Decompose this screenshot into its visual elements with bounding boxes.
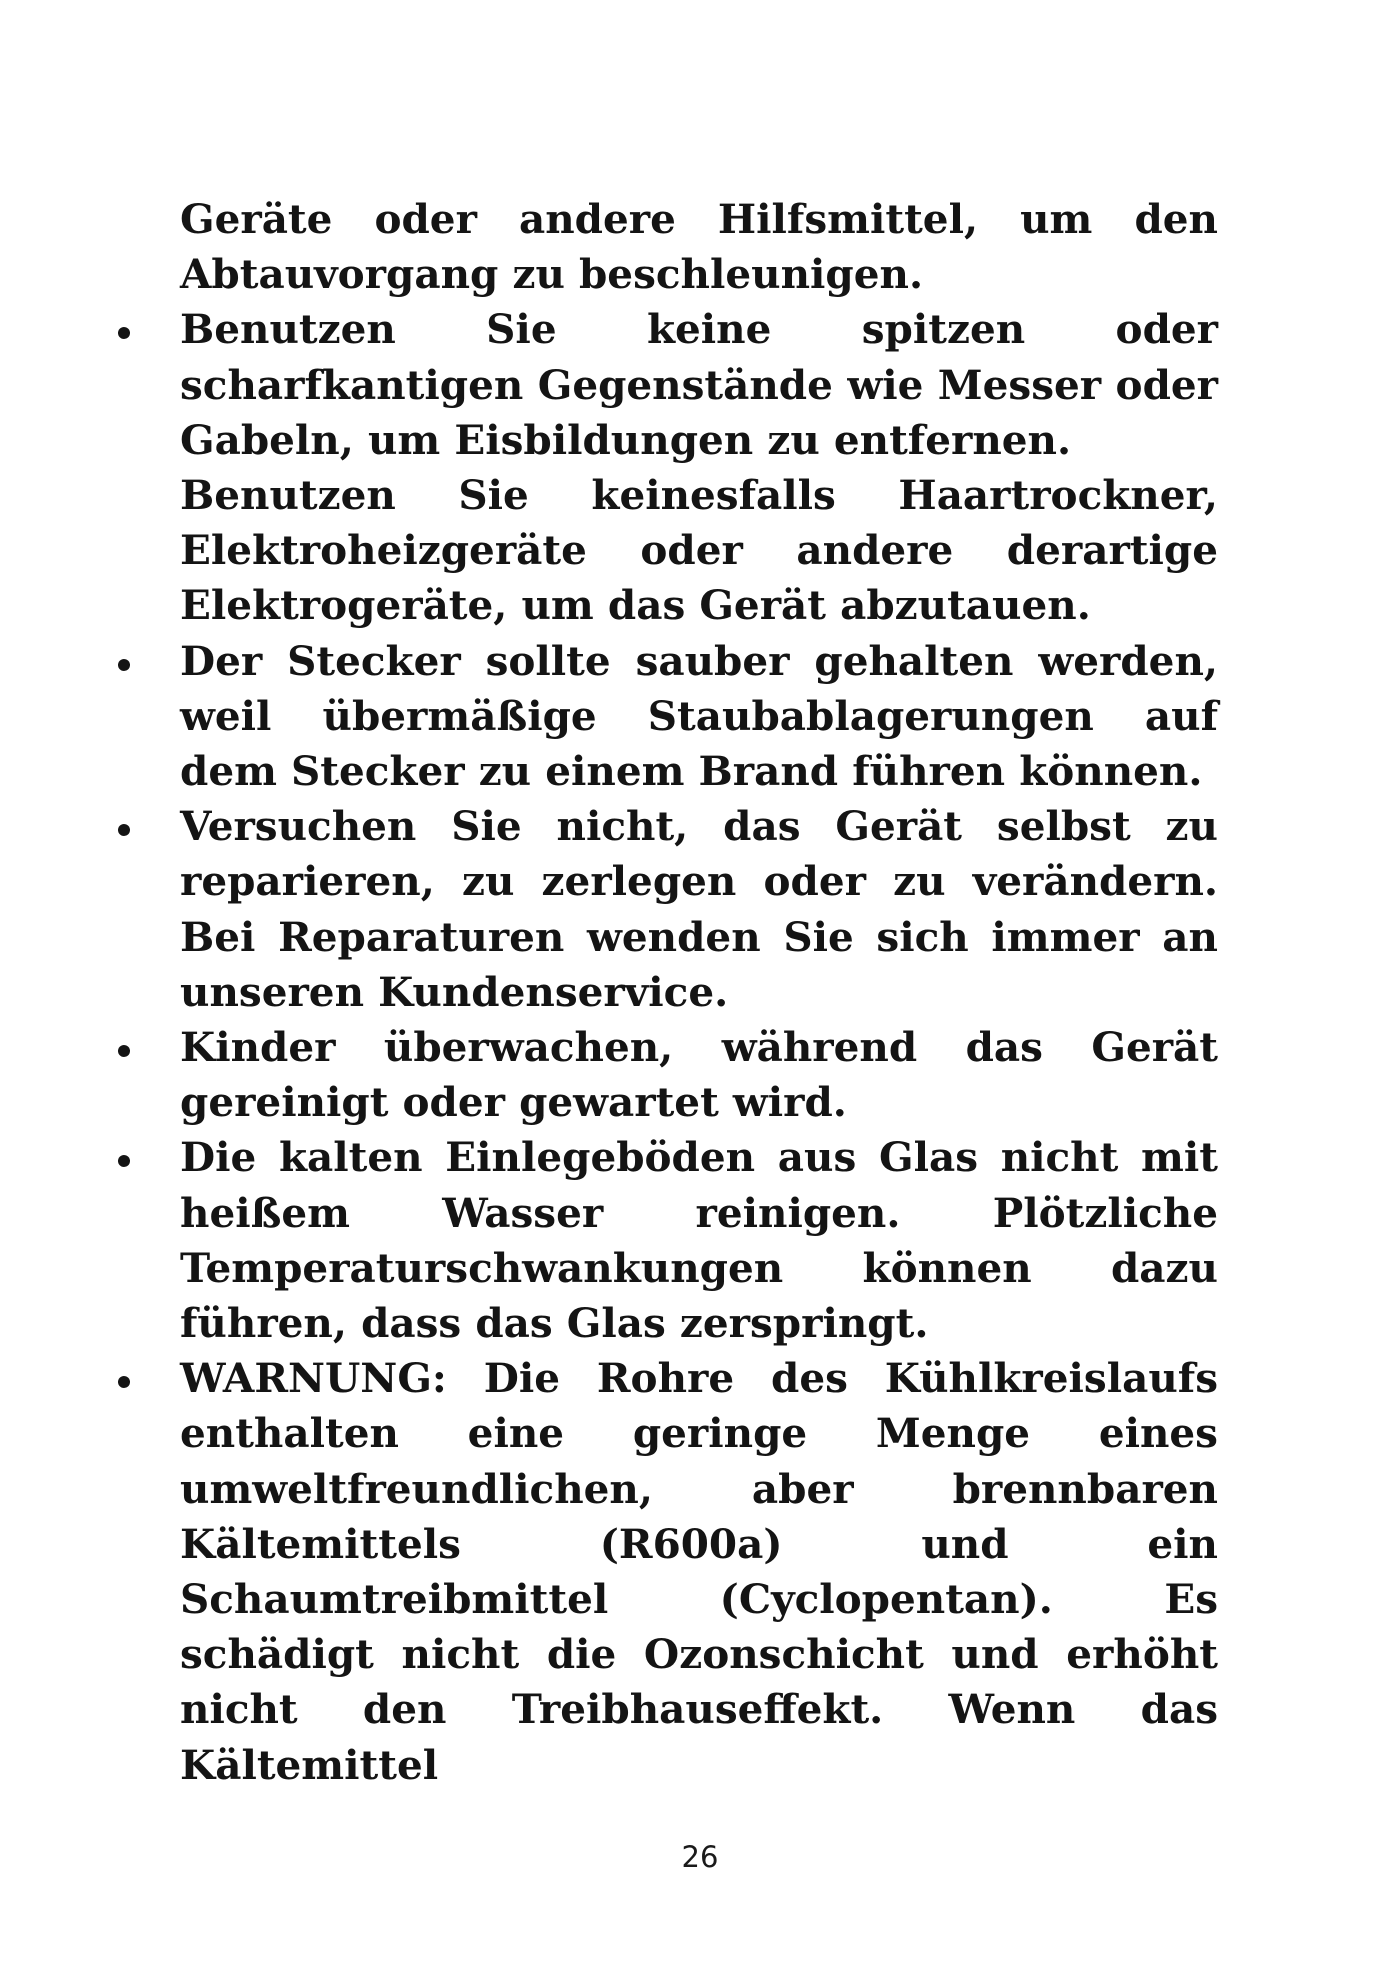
- bullet-icon: [118, 327, 130, 339]
- bullet-icon: [118, 1376, 130, 1388]
- list-item: [180, 302, 1218, 633]
- bullet-icon: [118, 824, 130, 836]
- page-content: [180, 192, 1218, 1793]
- list-item: [180, 1020, 1218, 1130]
- list-item-continuation: Benutzen Sie keinesfalls Haartrockner, Elektroheizgeräte oder andere derartige Elektrogeräte, um das Gerät abzutauen.: [180, 471, 1218, 630]
- list-item-text: Versuchen Sie nicht, das Gerät selbst zu reparieren, zu zerlegen oder zu verändern. Bei Reparaturen wenden Sie sich immer an unseren Kundenservice.: [180, 802, 1218, 1016]
- bullet-icon: [118, 659, 130, 671]
- list-item-text: Der Stecker sollte sauber gehalten werden, weil übermäßige Staubablagerungen auf dem Stecker zu einem Brand führen können.: [180, 636, 1218, 796]
- bullet-icon: [118, 1045, 130, 1057]
- list-item-text: Die kalten Einlegeböden aus Glas nicht mit heißem Wasser reinigen. Plötzliche Temperaturschwankungen können dazu führen, dass das Glas zerspringt.: [180, 1133, 1218, 1348]
- list-item: [180, 634, 1218, 800]
- intro-paragraph: Geräte oder andere Hilfsmittel, um den Abtauvorgang zu beschleunigen.: [180, 195, 1218, 299]
- list-item: [180, 799, 1218, 1020]
- list-item-text: Benutzen Sie keine spitzen oder scharfkantigen Gegenstände wie Messer oder Gabeln, um Eisbildungen zu entfernen.: [180, 305, 1218, 464]
- bullet-list: [180, 302, 1218, 1792]
- page-number: 26: [681, 1840, 719, 1874]
- list-item: [180, 1351, 1218, 1793]
- list-item: [180, 1130, 1218, 1351]
- list-item-text: Kinder überwachen, während das Gerät gereinigt oder gewartet wird.: [180, 1023, 1218, 1127]
- bullet-icon: [118, 1155, 130, 1167]
- list-item-text: WARNUNG: Die Rohre des Kühlkreislaufs enthalten eine geringe Menge eines umweltfreundlichen, aber brennbaren Kältemittels (R600a) und ein Schaumtreibmittel (Cyclopentan). Es schädigt nicht die Ozonschicht und erhöht nicht den Treibhauseffekt. Wenn das Kältemittel: [180, 1354, 1218, 1789]
